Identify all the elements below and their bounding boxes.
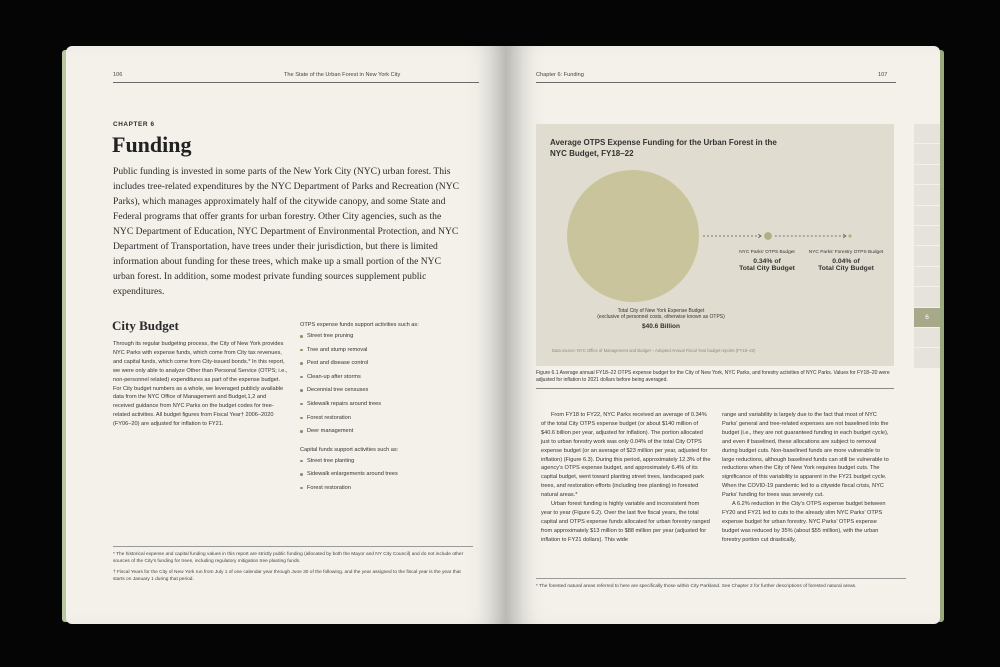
chapter-tab[interactable] — [914, 287, 940, 307]
list-item: Decennial tree censuses — [300, 386, 480, 400]
intro-paragraph: Public funding is invested in some parts of the New York City (NYC) urban forest. This includes tree-related expenditures by the NYC Department of Parks and Recreation (NYC Parks), which manages approximately half of the citywide canopy, and some State and Federal programs that offer grants for urban forestry. Other City agencies, such as the NYC Department of Education, NYC Department of Environmental Protection, and NYC Department of Transportation, have trees under their jurisdiction, but there is limited information about funding for these trees, which make up a small portion of the NYC urban forest. In addition, some modest private funding sources supplement public expenditures. — [113, 166, 460, 297]
running-title-right: Chapter 6: Funding — [536, 72, 584, 78]
chapter-tab[interactable] — [914, 185, 940, 205]
otps-list — [300, 332, 480, 441]
figure-caption: Figure 6.1 Average annual FY18–22 OTPS expense budget for the City of New York, NYC Parks, and forestry activities of NYC Parks. Values for FY18–20 were adjusted for inflation to 2021 dollars before being averaged. — [536, 370, 890, 383]
chapter-tab[interactable] — [914, 144, 940, 164]
right-page — [506, 46, 940, 624]
list-item: Forest restoration — [300, 484, 480, 498]
list-item: Sidewalk enlargements around trees — [300, 470, 480, 484]
header-rule — [536, 82, 896, 83]
list-item: Deer management — [300, 427, 480, 441]
bubble-parks-budget — [764, 232, 772, 240]
footnotes-left — [113, 546, 473, 587]
chapter-label: CHAPTER 6 — [113, 121, 155, 128]
label-parks-budget — [719, 250, 815, 272]
body-column-b — [722, 411, 892, 545]
chart-source: Data source: NYC Office of Management and Budget – Adopted Annual Fiscal Year budget reports (FY18–22) — [552, 348, 756, 353]
list-item: Street tree pruning — [300, 332, 480, 346]
label-forestry-budget — [804, 250, 888, 272]
footnote-right: * The forested natural areas referred to here are specifically those within City Parkland. See Chapter 2 for further descriptions of forested natural areas. — [536, 578, 906, 590]
total-budget-name: Total City of New York Expense Budget — [617, 308, 705, 314]
chapter-tab[interactable] — [914, 206, 940, 226]
chapter-tab[interactable] — [914, 226, 940, 246]
bubble-forestry-budget — [848, 234, 851, 237]
body-column-a — [541, 411, 711, 545]
activities-list — [300, 322, 480, 498]
chapter-tab[interactable] — [914, 246, 940, 266]
page-number-right: 107 — [878, 72, 888, 78]
list-item: Clean-up after storms — [300, 373, 480, 387]
left-page — [66, 46, 506, 624]
forestry-budget-percent: 0.04% of — [832, 258, 860, 265]
caption-rule — [536, 388, 894, 389]
chapter-tabs — [914, 124, 940, 369]
chapter-tab[interactable] — [914, 348, 940, 368]
chapter-tab[interactable] — [914, 124, 940, 144]
forestry-budget-percent-text: Total City Budget — [818, 265, 874, 272]
list-item: Street tree planting — [300, 457, 480, 471]
capital-heading: Capital funds support activities such as: — [300, 446, 399, 453]
paragraph: A 6.2% reduction in the City’s OTPS expense budget between FY20 and FY21 led to cuts to the already slim NYC Parks’ OTPS expense budget for urban forestry. NYC Parks’ OTPS expense budget was reduced by 35% (about $55 million), with the urban forestry portion cut drastically, — [722, 501, 886, 543]
chapter-tab[interactable] — [914, 165, 940, 185]
forestry-budget-name: NYC Parks’ Forestry OTPS Budget — [808, 250, 884, 255]
chapter-tab[interactable] — [914, 328, 940, 348]
footnote: † Fiscal Years for the City of New York run from July 1 of one calendar year through June 30 of the following, and the year assigned to the fiscal year is the year that starts on January 1 during that period. — [113, 570, 461, 582]
page-number-left: 106 — [113, 72, 123, 78]
list-item: Sidewalk repairs around trees — [300, 400, 480, 414]
paragraph: From FY18 to FY22, NYC Parks received an average of 0.34% of the total City OTPS expense budget (or about $140 million of $40.6 billion per year, adjusted for inflation). The portion allocated just to urban forestry work was only 0.04% of the total City OTPS expense budget (or an average of $23 million per year, adjusted for inflation) (Figure 6.3). During this period, approximately 12.3% of the agency’s OTPS expense budget, and approximately 6.4% of its capital budget, went toward planting street trees, landscaped park trees, and restoration efforts (including tree planting) in forested natural areas.* — [541, 412, 711, 499]
total-budget-value: $40.6 Billion — [642, 323, 680, 330]
paragraph: range and variability is largely due to the fact that most of NYC Parks’ general and tree-related expenses are not baselined into the budget (i.e., they are not guaranteed funding in each budget cycle), and even if baselined, these allocations are subject to removal during budget cuts. Non-baselined funds are more vulnerable to large reductions, although baselined funds can still be vulnerable to reductions when the City of New York requires budget cuts. The significance of this variability is apparent in the FY21 budget cycle. When the COVID-19 pandemic led to a citywide fiscal crisis, NYC Parks’ funding for trees was severely cut. — [722, 412, 889, 499]
capital-list — [300, 457, 480, 498]
paragraph: Urban forest funding is highly variable and inconsistent from year to year (Figure 6.2). Over the last five fiscal years, the total capital and OTPS expense funds allocated for urban forestry ranged from approximately $13 million to $88 million per year (adjusted for inflation to FY21 dollars). This wide — [541, 501, 710, 543]
list-item: Tree and stump removal — [300, 346, 480, 360]
otps-heading: OTPS expense funds support activities such as: — [300, 322, 419, 328]
parks-budget-percent-text: Total City Budget — [739, 265, 795, 272]
header-rule — [113, 82, 479, 83]
chapter-tab[interactable] — [914, 267, 940, 287]
footnote: * The historical expense and capital funding values in this report are strictly public funding (allocated by both the Mayor and NY City Council) and do not include other sources of the City’s funding for trees, including regulatory mitigation tree planting funds. — [113, 552, 464, 564]
total-budget-sublabel: (exclusive of personnel costs, otherwise known as OTPS) — [597, 314, 725, 320]
parks-budget-percent: 0.34% of — [753, 258, 781, 265]
section-title: City Budget — [112, 318, 179, 333]
list-item: Forest restoration — [300, 414, 480, 428]
chapter-tab-active[interactable]: 6 — [914, 308, 940, 328]
chapter-title: Funding — [112, 132, 192, 157]
parks-budget-name: NYC Parks’ OTPS Budget — [739, 250, 795, 255]
figure-6-1-chart — [536, 124, 894, 366]
chart-title: Average OTPS Expense Funding for the Urban Forest in the NYC Budget, FY18–22 — [550, 138, 777, 158]
label-total-budget — [576, 308, 746, 330]
bubble-total-budget — [567, 170, 699, 302]
city-budget-paragraph: Through its regular budgeting process, the City of New York provides NYC Parks with expense funds, which come from City tax revenues, and capital funds, which come from City-issued bonds.* In this report, we were only able to analyze Other than Personal Service (OTPS; i.e., non-personnel related) expenditures as part of the expense budget. For City budget numbers as a whole, we leveraged publicly available data from the NYC Office of Management and Budget,1,2 and received guidance from NYC Parks on the budget codes for tree-related activities. All budget figures from Fiscal Year† 2006–2020 (FY06–20) are adjusted for inflation to FY21. — [113, 341, 288, 428]
running-title-left: The State of the Urban Forest in New York City — [284, 72, 401, 78]
list-item: Pest and disease control — [300, 359, 480, 373]
